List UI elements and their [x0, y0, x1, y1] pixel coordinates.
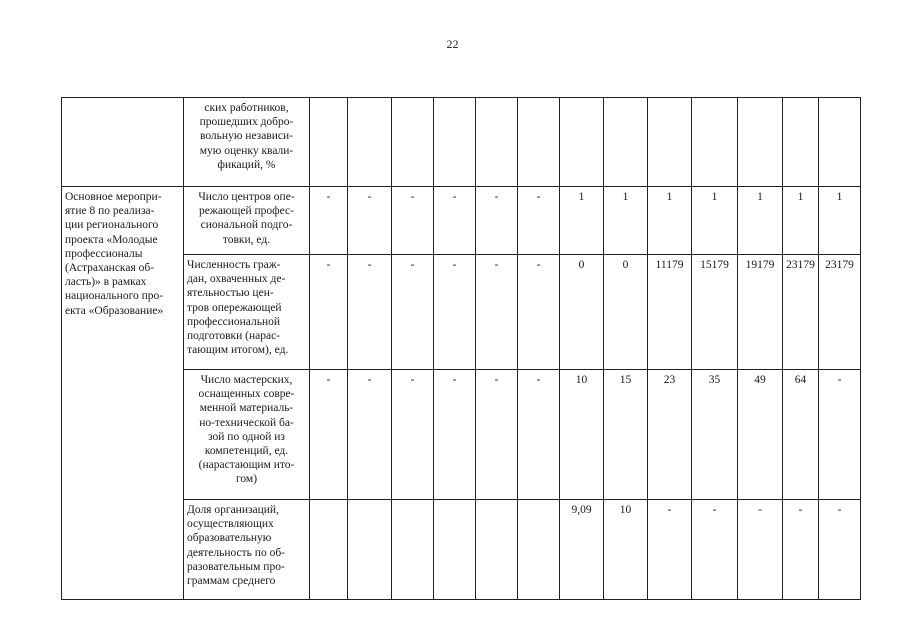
value-cell: [310, 98, 348, 187]
value-cell: 1: [604, 187, 648, 255]
value-cell: -: [348, 255, 392, 370]
indicator-cell: Численность граж- дан, охваченных де- ятельностью цен- тров опережающей профессиональной подготовки (нарас- тающим итогом), ед.: [184, 255, 310, 370]
indicator-cell: Доля организаций, осуществляющих образовательную деятельность по об- разовательным про- граммам среднего: [184, 500, 310, 600]
value-cell: 11179: [648, 255, 692, 370]
value-cell: 23179: [783, 255, 819, 370]
table-row: [62, 187, 861, 255]
value-cell: 1: [648, 187, 692, 255]
value-cell: [604, 98, 648, 187]
value-cell: [310, 500, 348, 600]
value-cell: 15179: [692, 255, 738, 370]
value-cell: [476, 500, 518, 600]
main-event-cell: Основное меропри- ятие 8 по реализа- ции регионального проекта «Молодые профессионалы (Астраханская об- ласть)» в рамках национального про- екта «Образование»: [62, 187, 184, 600]
value-cell: 35: [692, 370, 738, 500]
value-cell: -: [518, 255, 560, 370]
value-cell: -: [518, 187, 560, 255]
value-cell: 64: [783, 370, 819, 500]
value-cell: 1: [738, 187, 783, 255]
value-cell: -: [434, 187, 476, 255]
value-cell: [348, 500, 392, 600]
value-cell: -: [738, 500, 783, 600]
value-cell: [819, 98, 861, 187]
value-cell: [692, 98, 738, 187]
value-cell: 0: [604, 255, 648, 370]
value-cell: -: [476, 255, 518, 370]
value-cell: 0: [560, 255, 604, 370]
value-cell: 19179: [738, 255, 783, 370]
value-cell: -: [310, 370, 348, 500]
value-cell: -: [476, 187, 518, 255]
value-cell: -: [434, 255, 476, 370]
value-cell: [392, 98, 434, 187]
table-row: [62, 98, 861, 187]
value-cell: [392, 500, 434, 600]
value-cell: -: [348, 187, 392, 255]
value-cell: -: [819, 370, 861, 500]
indicator-cell: ских работников, прошедших добро- вольную независи- мую оценку квали- фикаций, %: [184, 98, 310, 187]
value-cell: [560, 98, 604, 187]
value-cell: 9,09: [560, 500, 604, 600]
data-table: [61, 97, 861, 600]
value-cell: 10: [604, 500, 648, 600]
value-cell: 1: [819, 187, 861, 255]
value-cell: [738, 98, 783, 187]
value-cell: -: [783, 500, 819, 600]
value-cell: -: [692, 500, 738, 600]
value-cell: 10: [560, 370, 604, 500]
value-cell: 1: [692, 187, 738, 255]
value-cell: -: [392, 255, 434, 370]
indicator-cell: Число центров опе- режающей профес- сиональной подго- товки, ед.: [184, 187, 310, 255]
value-cell: 23179: [819, 255, 861, 370]
value-cell: 23: [648, 370, 692, 500]
value-cell: 15: [604, 370, 648, 500]
value-cell: -: [518, 370, 560, 500]
value-cell: -: [310, 255, 348, 370]
value-cell: [783, 98, 819, 187]
value-cell: [648, 98, 692, 187]
value-cell: 49: [738, 370, 783, 500]
value-cell: -: [310, 187, 348, 255]
event-name-cell: [62, 98, 184, 187]
value-cell: -: [348, 370, 392, 500]
page-number: 22: [446, 37, 459, 51]
value-cell: -: [434, 370, 476, 500]
value-cell: 1: [560, 187, 604, 255]
value-cell: [348, 98, 392, 187]
value-cell: [434, 500, 476, 600]
indicator-cell: Число мастерских, оснащенных совре- менной материаль- но-технической ба- зой по одной из компетенций, ед. (нарастающим ито- гом): [184, 370, 310, 500]
value-cell: -: [392, 187, 434, 255]
value-cell: [434, 98, 476, 187]
value-cell: [518, 98, 560, 187]
value-cell: -: [648, 500, 692, 600]
value-cell: [476, 98, 518, 187]
value-cell: -: [819, 500, 861, 600]
value-cell: [518, 500, 560, 600]
value-cell: -: [392, 370, 434, 500]
value-cell: 1: [783, 187, 819, 255]
value-cell: -: [476, 370, 518, 500]
